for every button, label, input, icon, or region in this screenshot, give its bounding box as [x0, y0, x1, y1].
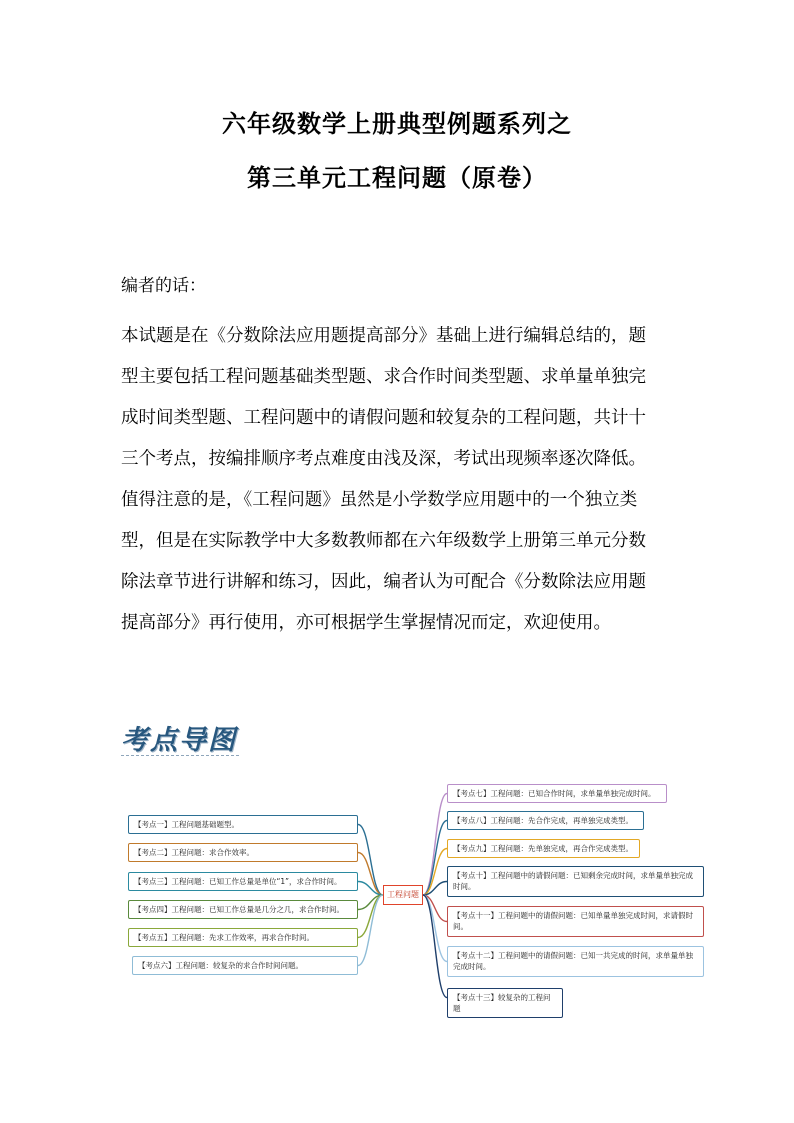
mindmap-node: 【考点十】工程问题中的请假问题：已知剩余完成时间，求单量单独完成时间。: [447, 866, 704, 897]
mindmap-node: 【考点一】工程问题基础题型。: [128, 815, 358, 834]
paragraph-line: 本试题是在《分数除法应用题提高部分》基础上进行编辑总结的，题: [121, 326, 646, 346]
mindmap-center-node: 工程问题: [383, 885, 423, 905]
paragraph-line: 三个考点，按编排顺序考点难度由浅及深，考试出现频率逐次降低。: [121, 449, 646, 469]
mindmap-node: 【考点三】工程问题：已知工作总量是单位“1”，求合作时间。: [128, 872, 358, 891]
paragraph-line: 值得注意的是，《工程问题》虽然是小学数学应用题中的一个独立类: [121, 490, 638, 510]
mindmap-node: 【考点十二】工程问题中的请假问题：已知一共完成的时间，求单量单独完成时间。: [447, 946, 704, 977]
mindmap-node: 【考点九】工程问题：先单独完成，再合作完成类型。: [447, 839, 640, 858]
mindmap-connector: [423, 821, 447, 896]
mindmap-node: 【考点七】工程问题：已知合作时间，求单量单独完成时间。: [447, 784, 667, 803]
paragraph-line: 成时间类型题、工程问题中的请假问题和较复杂的工程问题，共计十: [121, 408, 646, 428]
mindmap-connector: [423, 895, 447, 998]
document-title-line2: 第三单元工程问题（原卷）: [247, 164, 547, 192]
document-title-line1: 六年级数学上册典型例题系列之: [222, 110, 572, 138]
mindmap-node: 【考点六】工程问题：较复杂的求合作时间问题。: [132, 956, 358, 975]
paragraph-line: 提高部分》再行使用，亦可根据学生掌握情况而定，欢迎使用。: [121, 613, 611, 633]
paragraph-line: 型，但是在实际教学中大多数教师都在六年级数学上册第三单元分数: [121, 531, 646, 551]
mindmap-node: 【考点十一】工程问题中的请假问题：已知单量单独完成时间，求请假时间。: [447, 906, 704, 937]
mindmap-node: 【考点十三】较复杂的工程问题: [447, 988, 563, 1018]
mindmap-node: 【考点四】工程问题：已知工作总量是几分之几，求合作时间。: [128, 900, 358, 919]
mindmap-node: 【考点五】工程问题：先求工作效率，再求合作时间。: [128, 928, 358, 947]
editor-note-label: 编者的话：: [121, 276, 206, 296]
mindmap-connector: [358, 895, 383, 966]
mindmap-node: 【考点二】工程问题：求合作效率。: [128, 843, 358, 862]
paragraph-line: 除法章节进行讲解和练习，因此，编者认为可配合《分数除法应用题: [121, 572, 646, 592]
mindmap-connector: [358, 825, 383, 896]
section-heading: 考点导图: [121, 725, 237, 756]
paragraph-line: 型主要包括工程问题基础类型题、求合作时间类型题、求单量单独完: [121, 367, 646, 387]
mindmap-connector: [423, 794, 447, 896]
mindmap-node: 【考点八】工程问题：先合作完成，再单独完成类型。: [447, 811, 644, 830]
